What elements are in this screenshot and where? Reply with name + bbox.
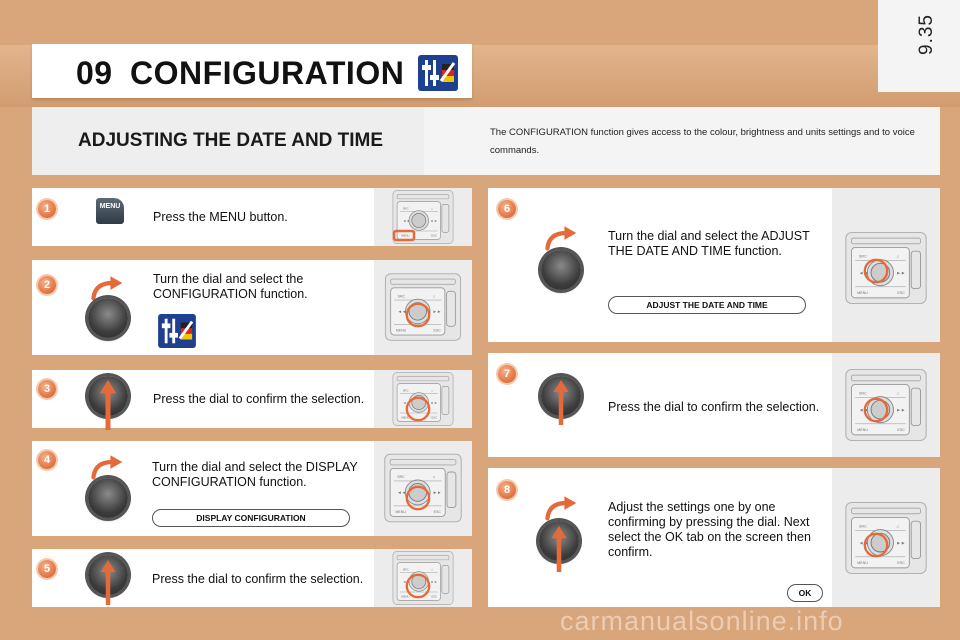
step-number: 3 — [38, 380, 56, 398]
dial-highlight-icon — [862, 396, 890, 424]
section-title: ADJUSTING THE DATE AND TIME — [78, 130, 384, 151]
dial-icon — [88, 298, 128, 338]
dial-icon — [88, 478, 128, 518]
step-number: 6 — [498, 200, 516, 218]
press-arrow-icon — [549, 526, 569, 572]
display-configuration-tab: DISPLAY CONFIGURATION — [152, 509, 350, 527]
menu-highlight-icon — [392, 229, 416, 243]
menu-button-icon: MENU — [96, 198, 124, 224]
step-number: 7 — [498, 365, 516, 383]
chapter-number: 09 — [76, 55, 113, 91]
step-text: Turn the dial and select the ADJUST THE DATE AND TIME function. — [608, 229, 810, 258]
configuration-icon — [158, 314, 196, 348]
step-text: Turn the dial and select the DISPLAY CONFIGURATION function. — [152, 460, 358, 489]
press-arrow-icon — [98, 380, 118, 430]
page-number: 9.35 — [916, 14, 937, 55]
page-title — [76, 55, 404, 92]
step-text: Press the MENU button. — [153, 210, 288, 224]
dial-highlight-icon — [404, 572, 432, 600]
section-intro: The CONFIGURATION function gives access to the colour, brightness and units settings and to voice commands. — [490, 127, 915, 156]
configuration-icon — [418, 55, 458, 91]
dial-highlight-icon — [404, 484, 432, 512]
step-text: Press the dial to confirm the selection. — [608, 400, 820, 414]
step-text: Press the dial to confirm the selection. — [153, 392, 365, 406]
step-number: 4 — [38, 451, 56, 469]
step-number: 8 — [498, 481, 516, 499]
step-text: Turn the dial and select the CONFIGURATION function. — [153, 272, 308, 301]
dial-highlight-icon — [404, 395, 432, 423]
chapter-title: CONFIGURATION — [129, 55, 405, 91]
turn-arrow-icon — [544, 496, 578, 522]
dial-highlight-icon — [862, 257, 890, 285]
dial-icon — [541, 250, 581, 290]
dial-highlight-icon — [404, 301, 432, 329]
press-arrow-icon — [551, 380, 571, 425]
step-number: 1 — [38, 200, 56, 218]
dial-highlight-icon — [862, 531, 890, 559]
step-number: 2 — [38, 276, 56, 294]
radio-image — [374, 188, 472, 246]
step-text: Adjust the settings one by one confirming by pressing the dial. Next select the OK tab on the screen then confirm. — [608, 500, 811, 559]
watermark: carmanualsonline.info — [560, 606, 844, 636]
press-arrow-icon — [98, 560, 118, 605]
ok-tab: OK — [787, 584, 823, 602]
turn-arrow-icon — [544, 226, 578, 252]
adjust-date-time-tab: ADJUST THE DATE AND TIME — [608, 296, 806, 314]
step-text: Press the dial to confirm the selection. — [152, 572, 364, 586]
step-number: 5 — [38, 560, 56, 578]
